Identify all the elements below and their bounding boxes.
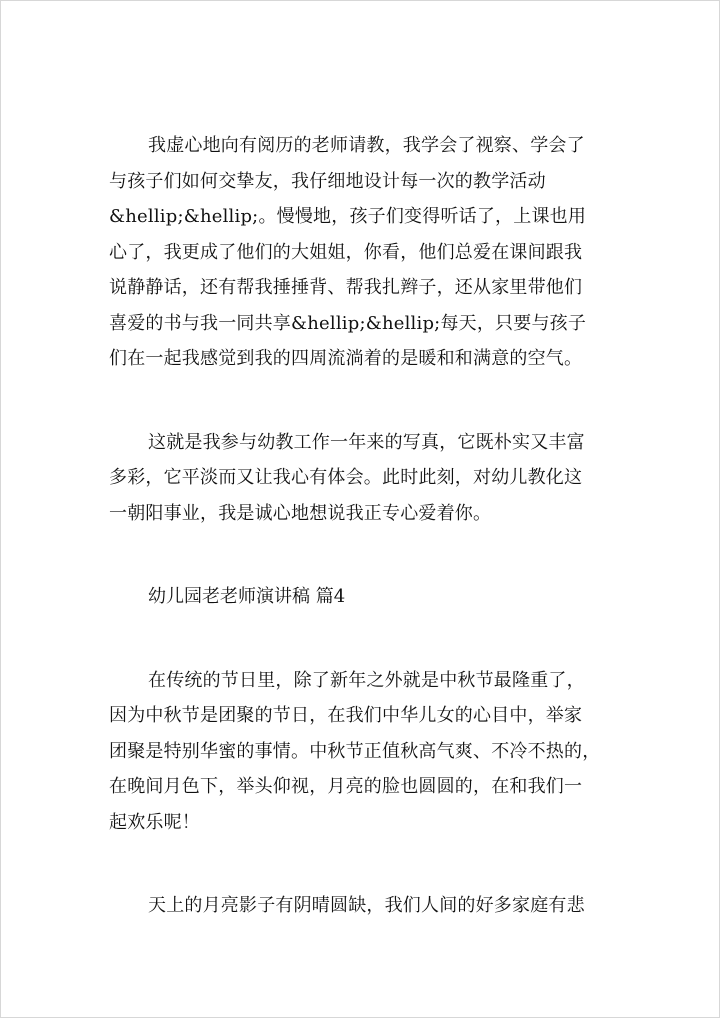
text-line: 团聚是特别华蜜的事情。中秋节正值秋高气爽、不冷不热的， — [109, 740, 601, 762]
document-body — [109, 128, 614, 924]
paragraph-4 — [109, 888, 614, 924]
paragraph-1 — [109, 128, 614, 377]
paragraph-gap — [109, 615, 614, 663]
text-line: 与孩子们如何交挚友，我仔细地设计每一次的教学活动 — [109, 170, 546, 192]
text-line: 们在一起我感觉到我的四周流淌着的是暖和和满意的空气。 — [109, 348, 583, 369]
text-line: &hellip;&hellip;。慢慢地，孩子们变得听话了，上课也用 — [109, 206, 587, 227]
text-line: 在晚间月色下，举头仰视，月亮的脸也圆圆的，在和我们一 — [109, 776, 583, 797]
text-line: 一朝阳事业，我是诚心地想说我正专心爱着你。 — [109, 502, 492, 524]
text-line: 说静静话，还有帮我捶捶背、帮我扎辫子，还从家里带他们 — [109, 277, 583, 298]
text-line: 天上的月亮影子有阴晴圆缺，我们人间的好多家庭有悲 — [148, 895, 585, 916]
paragraph-3 — [109, 663, 614, 841]
text-line: 喜爱的书与我一同共享&hellip;&hellip;每天，只要与孩子 — [109, 312, 587, 334]
section-heading: 幼儿园老老师演讲稿 篇4 — [148, 586, 346, 607]
text-line: 心了，我更成了他们的大姐姐，你看，他们总爱在课间跟我 — [109, 241, 583, 263]
paragraph-gap — [109, 840, 614, 888]
text-line: 我虚心地向有阅历的老师请教，我学会了视察、学会了 — [148, 135, 585, 156]
paragraph-2 — [109, 425, 614, 532]
paragraph-gap — [109, 531, 614, 579]
text-line: 因为中秋节是团聚的节日，在我们中华儿女的心目中，举家 — [109, 705, 583, 726]
text-line: 这就是我参与幼教工作一年来的写真，它既朴实又丰富 — [148, 431, 585, 453]
text-line: 起欢乐呢！ — [109, 811, 200, 833]
text-line: 多彩，它平淡而又让我心有体会。此时此刻，对幼儿教化这 — [109, 467, 583, 488]
paragraph-gap — [109, 377, 614, 425]
text-line: 在传统的节日里，除了新年之外就是中秋节最隆重了， — [148, 669, 585, 691]
